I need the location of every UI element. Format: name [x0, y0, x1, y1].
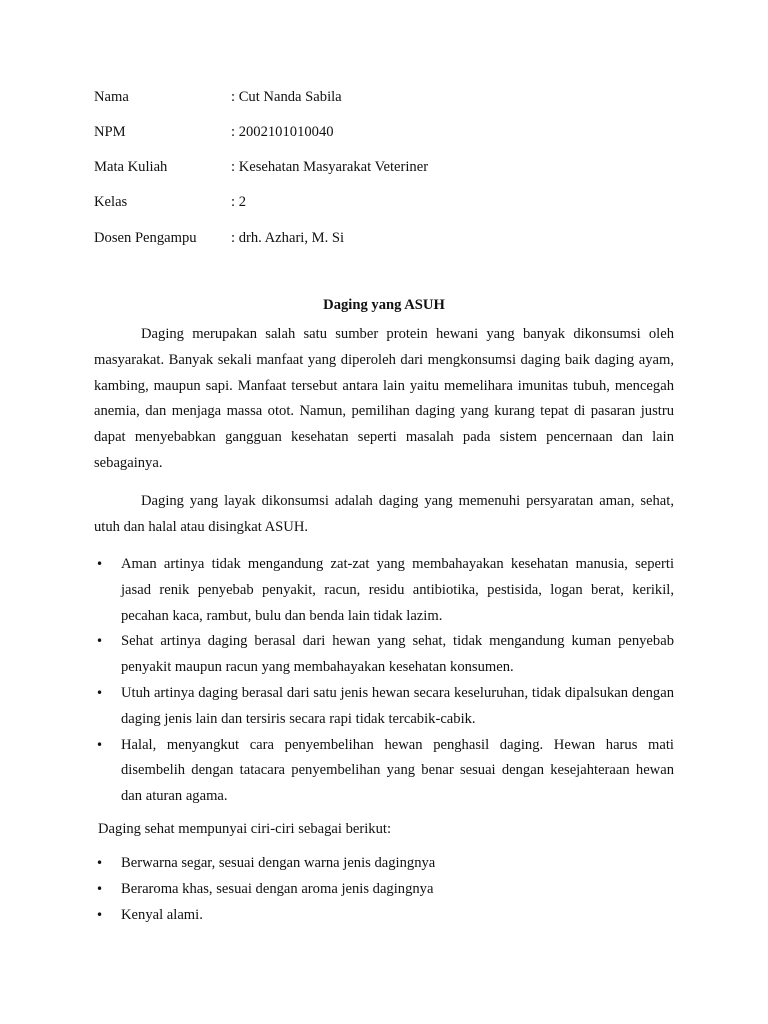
bullet-icon: •	[96, 557, 104, 571]
bullet-icon: •	[96, 881, 104, 896]
bullet-icon: •	[96, 685, 104, 700]
list-item	[94, 877, 674, 903]
document-title: Daging yang ASUH	[323, 297, 445, 313]
list-item	[94, 733, 674, 810]
list-item	[94, 552, 674, 629]
identity-label: Nama	[94, 89, 129, 105]
identity-label: Mata Kuliah	[94, 159, 168, 175]
asuh-list	[94, 552, 674, 810]
identity-value: : Cut Nanda Sabila	[231, 89, 342, 105]
identity-value: : Kesehatan Masyarakat Veteriner	[231, 159, 429, 175]
identity-label: NPM	[94, 124, 126, 140]
list-item	[94, 903, 674, 929]
identity-value: : drh. Azhari, M. Si	[231, 230, 345, 246]
bullet-icon: •	[96, 907, 104, 922]
ciri-intro: Daging sehat mempunyai ciri-ciri sebagai berikut:	[98, 821, 391, 837]
list-item-text: Kenyal alami.	[121, 906, 203, 923]
list-item-text: Utuh artinya daging berasal dari satu jenis hewan secara keseluruhan, tidak dipalsukan dengan daging jenis lain dan tersiris secara rapi tidak tercabik-cabik.	[121, 684, 674, 727]
identity-value: : 2002101010040	[231, 124, 334, 140]
list-item	[94, 681, 674, 733]
list-item-text: Sehat artinya daging berasal dari hewan yang sehat, tidak mengandung kuman penyebab penyakit maupun racun yang membahayakan kesehatan konsumen.	[121, 633, 674, 676]
ciri-list	[94, 851, 674, 928]
list-item-text: Berwarna segar, sesuai dengan warna jenis dagingnya	[121, 855, 436, 871]
identity-value: : 2	[231, 194, 246, 210]
list-item	[94, 851, 674, 877]
identity-label: Dosen Pengampu	[94, 230, 197, 246]
bullet-icon: •	[96, 856, 104, 870]
list-item-text: Aman artinya tidak mengandung zat-zat yang membahayakan kesehatan manusia, seperti jasad renik penyebab penyakit, racun, residu antibiotika, pestisida, logan berat, kerikil, pecahan kaca, rambut, bulu dan benda lain tidak lazim.	[121, 556, 674, 624]
paragraph-intro: Daging merupakan salah satu sumber protein hewani yang banyak dikonsumsi oleh masyarakat. Banyak sekali manfaat yang diperoleh dari mengkonsumsi daging baik daging ayam, kambing, maupun sapi. Manfaat tersebut antara lain yaitu memelihara imunitas tubuh, mencegah anemia, dan menjaga massa otot. Namun, pemilihan daging yang kurang tepat di pasaran justru dapat menyebabkan gangguan kesehatan seperti masalah pada sistem pencernaan dan lain sebagainya.	[94, 326, 674, 471]
list-item-text: Halal, menyangkut cara penyembelihan hewan penghasil daging. Hewan harus mati disembelih dengan tatacara penyembelihan yang benar sesuai dengan kesejahteraan hewan dan aturan agama.	[121, 736, 674, 805]
list-item-text: Beraroma khas, sesuai dengan aroma jenis dagingnya	[121, 880, 434, 897]
paragraph-asuh-definition: Daging yang layak dikonsumsi adalah daging yang memenuhi persyaratan aman, sehat, utuh dan halal atau disingkat ASUH.	[94, 493, 674, 535]
bullet-icon: •	[96, 737, 104, 752]
bullet-icon: •	[96, 634, 104, 649]
identity-label: Kelas	[94, 194, 128, 210]
list-item	[94, 629, 674, 681]
